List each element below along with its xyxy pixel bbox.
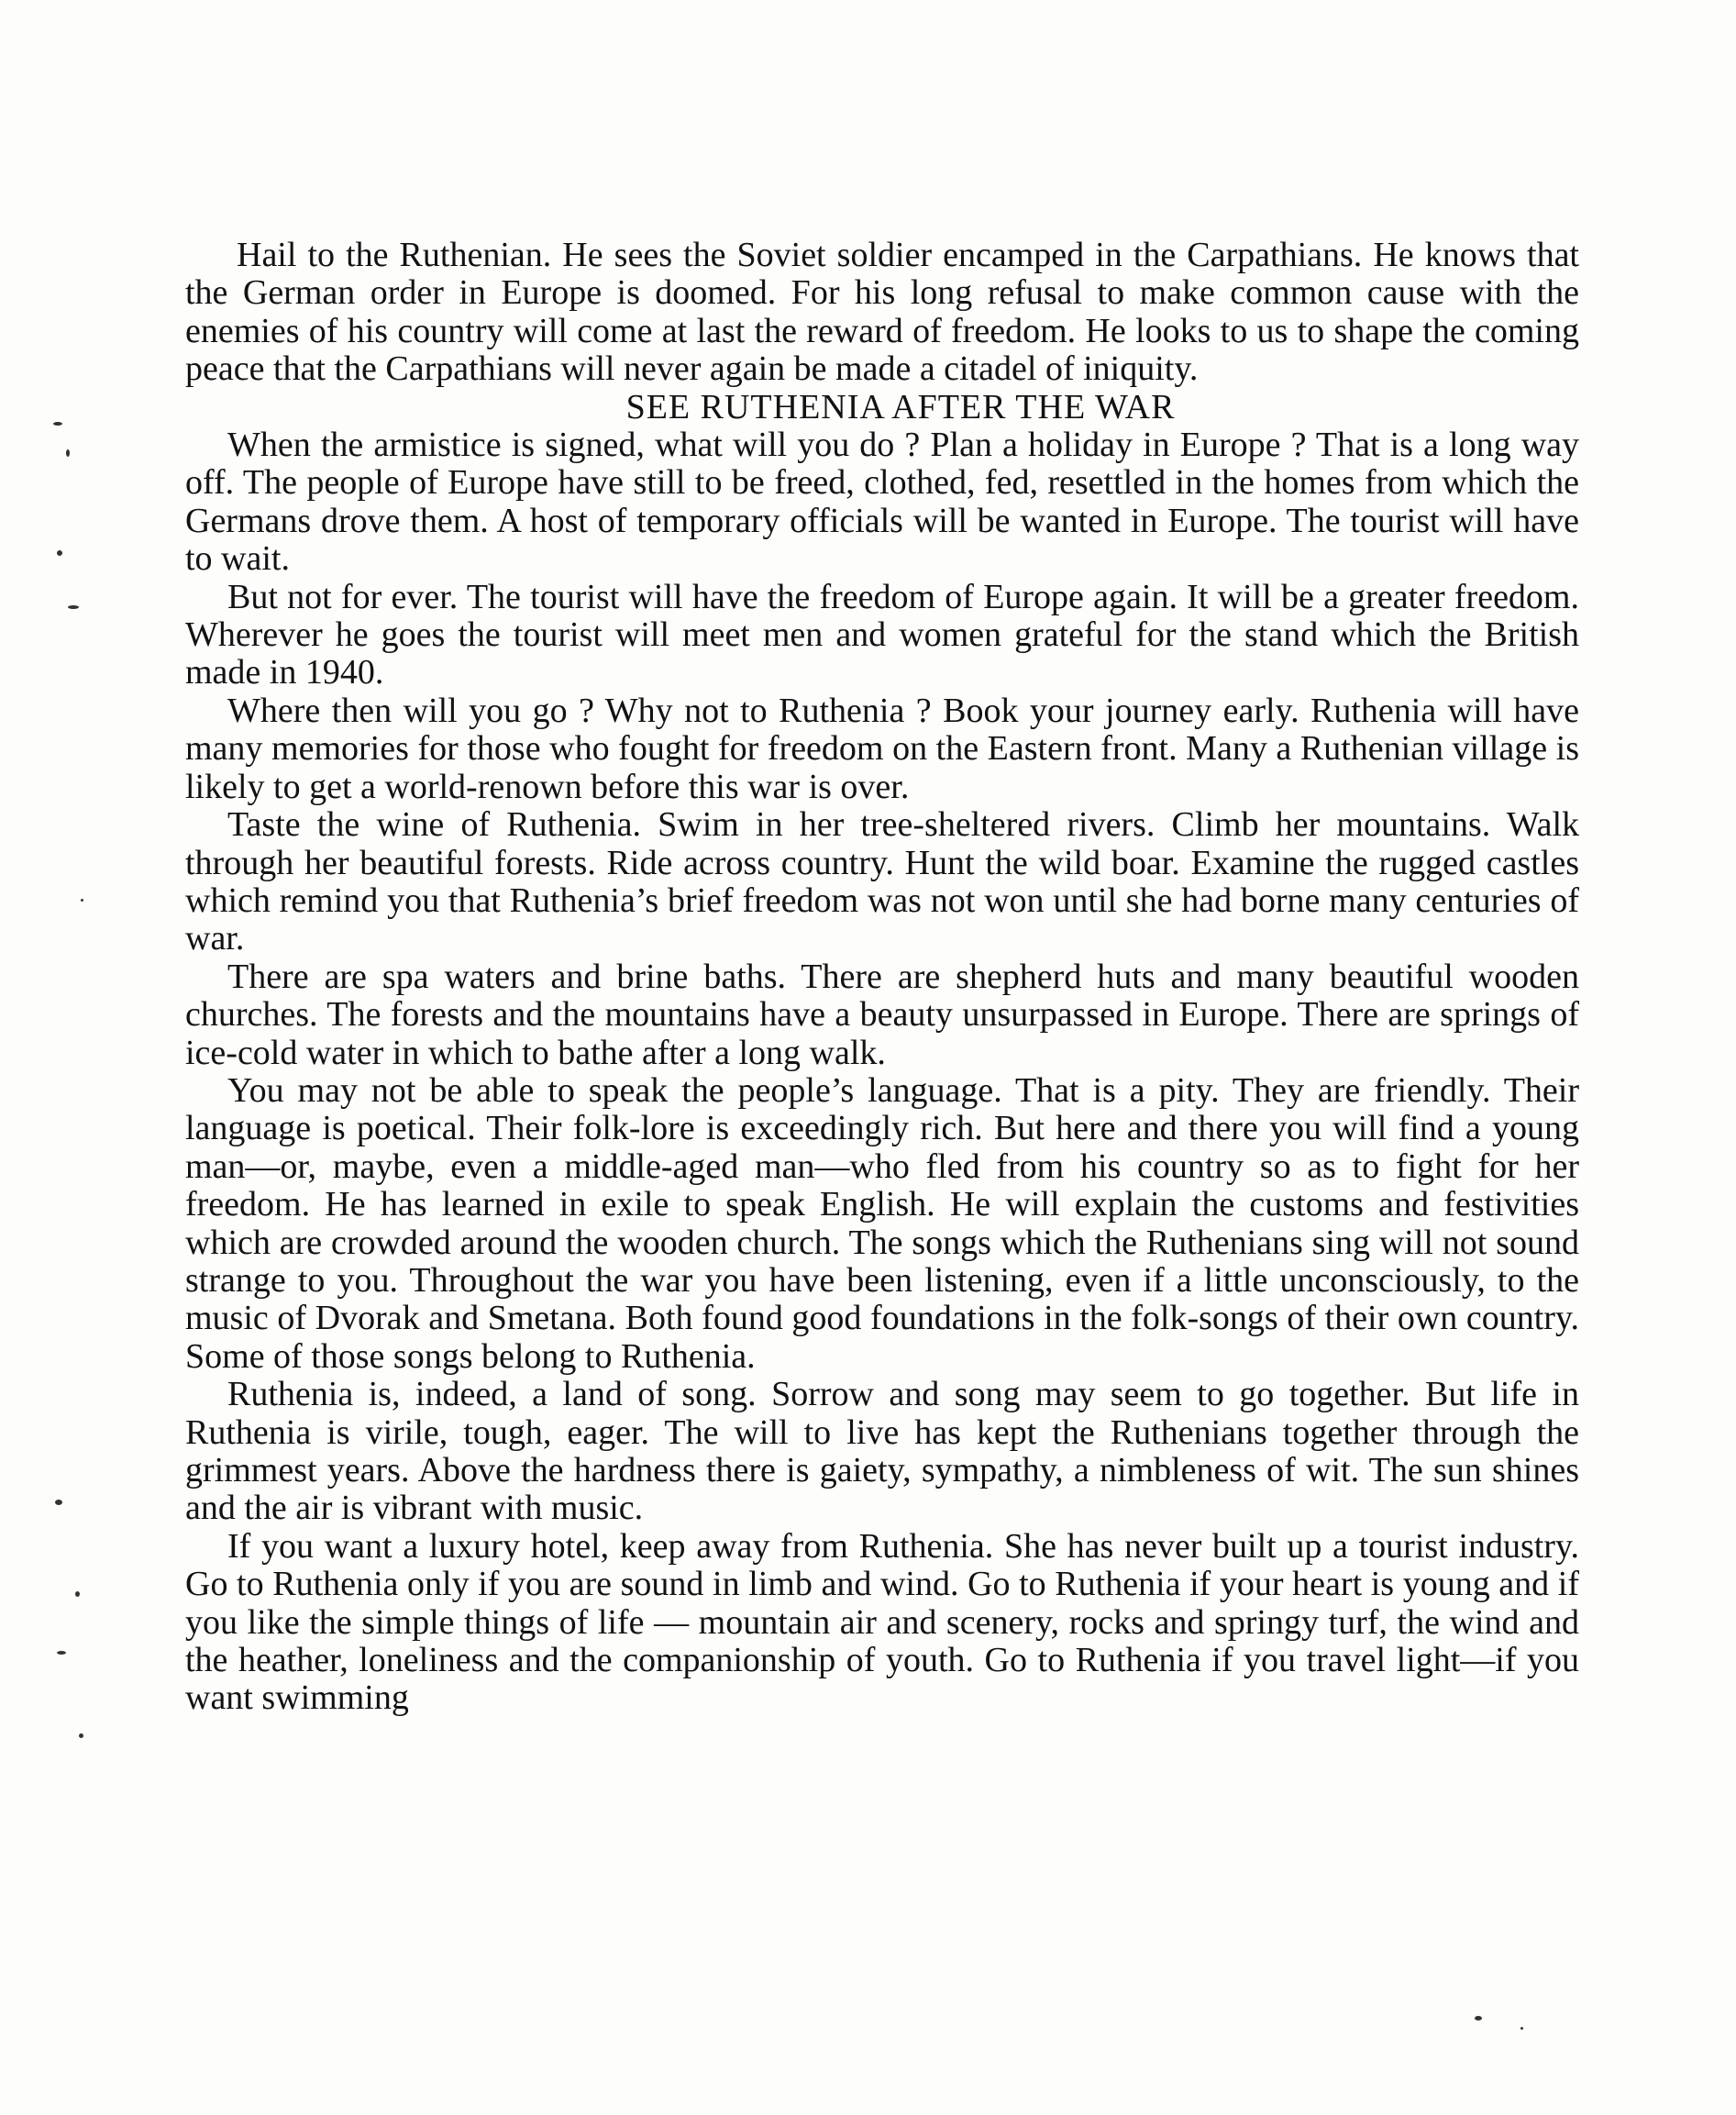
margin-speck	[1475, 2016, 1482, 2021]
paragraph: Ruthenia is, indeed, a land of song. Sorrow and song may seem to go together. But life in Ruthenia is virile, tough, eager. The will to live has kept the Ruthenians together through the grimmest years. Above the hardness there is gaiety, sympathy, a nimbleness of wit. The sun shines and the air is vibrant with music.	[185, 1375, 1579, 1528]
margin-speck	[57, 550, 62, 556]
margin-speck	[79, 1733, 83, 1738]
paragraph: Taste the wine of Ruthenia. Swim in her tree-sheltered rivers. Climb her mountains. Walk through her beautiful forests. Ride across country. Hunt the wild boar. Examine the rugged castles which remind you that Ruthenia’s brief freedom was not won until she had borne many centuries of war.	[185, 805, 1579, 958]
paragraph: But not for ever. The tourist will have the freedom of Europe again. It will be a greater freedom. Wherever he goes the tourist will meet men and women grateful for the stand which the British made in 1940.	[185, 577, 1579, 692]
opening-paragraph: Hail to the Ruthenian. He sees the Soviet soldier encamped in the Carpathians. He knows that the German order in Europe is doomed. For his long refusal to make common cause with the enemies of his country will come at last the reward of freedom. He looks to us to shape the coming peace that the Carpathians will never again be made a citadel of iniquity.	[185, 236, 1579, 389]
margin-speck	[57, 1651, 66, 1655]
section-heading: SEE RUTHENIA AFTER THE WAR	[625, 387, 1176, 426]
paragraph: If you want a luxury hotel, keep away from Ruthenia. She has never built up a tourist industry. Go to Ruthenia only if you are sound in limb and wind. Go to Ruthenia if your heart is young and if you like the simple things of life — mountain air and scenery, rocks and springy turf, the wind and the heather, loneliness and the companionship of youth. Go to Ruthenia if you travel light—if you want swimming	[185, 1526, 1579, 1718]
paragraph: Where then will you go ? Why not to Ruthenia ? Book your journey early. Ruthenia will have many memories for those who fought for freedom on the Eastern front. Many a Ruthenian village is likely to get a world-renown before this war is over.	[185, 691, 1579, 806]
margin-speck	[55, 1500, 62, 1505]
article-body	[185, 237, 1579, 1718]
margin-speck	[66, 449, 70, 457]
margin-speck	[68, 605, 79, 609]
margin-speck	[53, 422, 62, 426]
margin-speck	[75, 1591, 80, 1597]
paragraph: When the armistice is signed, what will you do ? Plan a holiday in Europe ? That is a long way off. The people of Europe have still to be freed, clothed, fed, resettled in the homes from which the Germans drove them. A host of temporary officials will be wanted in Europe. The tourist will have to wait.	[185, 426, 1579, 579]
paragraph: There are spa waters and brine baths. There are shepherd huts and many beautiful wooden churches. The forests and the mountains have a beauty unsurpassed in Europe. There are springs of ice-cold water in which to bathe after a long walk.	[185, 957, 1579, 1072]
margin-speck	[81, 899, 83, 902]
paragraph: You may not be able to speak the people’s language. That is a pity. They are friendly. Their language is poetical. Their folk-lore is exceedingly rich. But here and there you will find a young man—or, maybe, even a middle-aged man—who fled from his country so as to fight for her freedom. He has learned in exile to speak English. He will explain the customs and festivities which are crowded around the wooden church. The songs which the Ruthenians sing will not sound strange to you. Throughout the war you have been listening, even if a little unconsciously, to the music of Dvorak and Smetana. Both found good foundations in the folk-songs of their own country. Some of those songs belong to Ruthenia.	[185, 1070, 1579, 1376]
margin-speck	[1520, 2027, 1523, 2030]
